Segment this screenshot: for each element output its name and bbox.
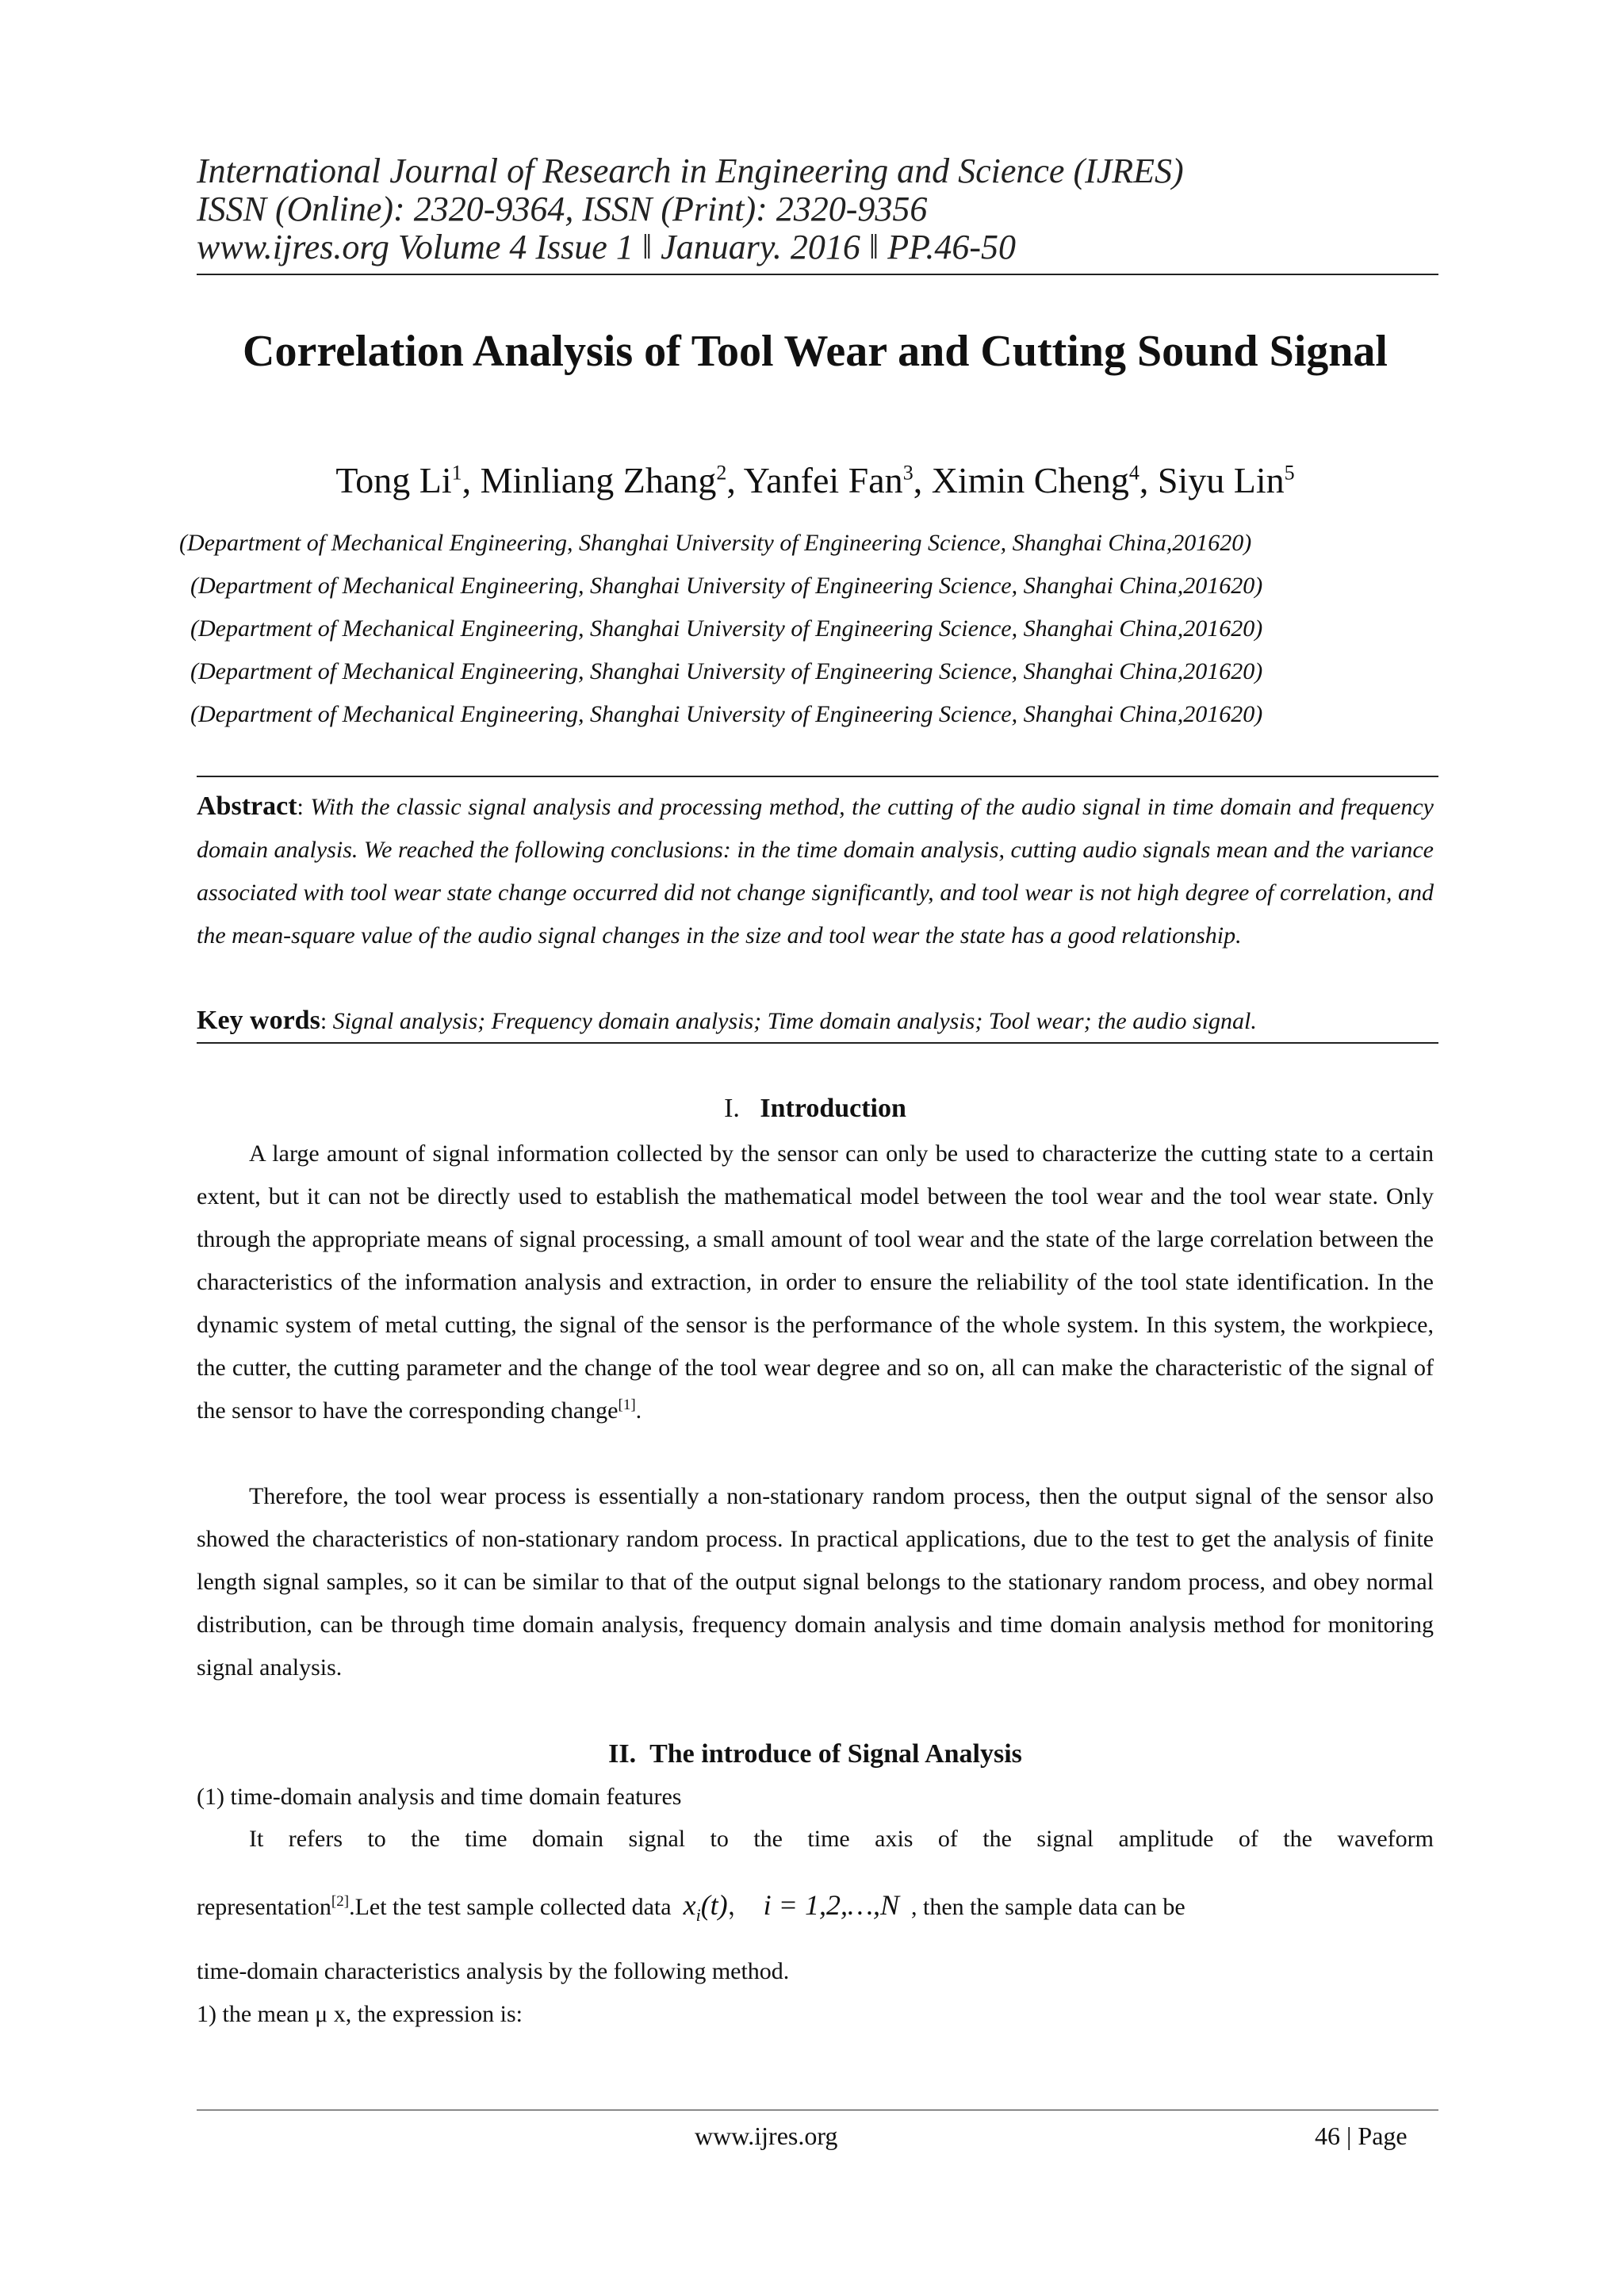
abstract-text: With the classic signal analysis and processing method, the cutting of the audio signal in time domain and frequency domain analysis. We reached the following conclusions: in the time domain analysis, cutting audio signals mean and the variance associated with tool wear state change occurred did not change significantly, and tool wear is not high degree of correlation, and the mean-square value of the audio signal changes in the size and tool wear the state has a good relationship. bbox=[197, 794, 1434, 949]
paragraph: A large amount of signal information collected by the sensor can only be used to characterize the cutting state to a certain extent, but it can not be directly used to establish the mathematical model between the tool wear and the tool wear state. Only through the appropriate means of signal processing, a small amount of tool wear and the state of the large correlation between the characteristics of the information analysis and extraction, in order to ensure the reliability of the tool state identification. In the dynamic system of metal cutting, the signal of the sensor is the performance of the whole system. In this system, the workpiece, the cutter, the cutting parameter and the change of the tool wear degree and so on, all can make the characteristic of the signal of the sensor to have the corresponding change[1]. bbox=[197, 1140, 1434, 1424]
journal-header bbox=[197, 152, 1434, 266]
journal-name: International Journal of Research in Engineering and Science (IJRES) bbox=[197, 151, 1184, 190]
header-rule bbox=[197, 274, 1438, 275]
paper-title: Correlation Analysis of Tool Wear and Cutting Sound Signal bbox=[243, 327, 1388, 376]
author-list bbox=[197, 457, 1434, 504]
journal-volume: www.ijres.org Volume 4 Issue 1 ǁ January. 2016 ǁ PP.46-50 bbox=[197, 228, 1017, 266]
citation: [1] bbox=[618, 1397, 636, 1413]
citation: [2] bbox=[331, 1893, 350, 1910]
page-number: 46 | Page bbox=[1315, 2122, 1408, 2150]
affiliation: (Department of Mechanical Engineering, Shanghai University of Engineering Science, Shanghai China,201620) bbox=[179, 530, 1252, 556]
author: Ximin Cheng$^4$, bbox=[931, 460, 1158, 500]
affiliation: (Department of Mechanical Engineering, Shanghai University of Engineering Science, Shanghai China,201620) bbox=[190, 615, 1263, 642]
author: Minliang Zhang$^2$, bbox=[480, 460, 744, 500]
subsection-heading: (1) time-domain analysis and time domain features bbox=[197, 1784, 682, 1810]
author: Siyu Lin$^5$ bbox=[1157, 460, 1295, 500]
abstract: Abstract: With the classic signal analysis and processing method, the cutting of the audio signal in time domain and frequency domain analysis. We reached the following conclusions: in the time domain analysis, cutting audio signals mean and the variance associated with tool wear state change occurred did not change significantly, and tool wear is not high degree of correlation, and the mean-square value of the audio signal changes in the size and tool wear the state has a good relationship. bbox=[197, 792, 1434, 949]
footer-url: www.ijres.org bbox=[695, 2122, 838, 2150]
author: Tong Li$^1$, bbox=[335, 460, 481, 500]
author: Yanfei Fan$^3$, bbox=[743, 460, 932, 500]
abstract-bottom-rule bbox=[197, 1042, 1438, 1044]
paragraph-line-with-math: representation[2].Let the test sample collected data $x_i(t)$， i = 1,2,…,N , then the sample data can be bbox=[197, 1889, 1185, 1926]
paragraph: Therefore, the tool wear process is essentially a non-stationary random process, then the output signal of the sensor also showed the characteristics of non-stationary random process. In practical applications, due to the test to get the analysis of finite length signal samples, so it can be similar to that of the output signal belongs to the stationary random process, and obey normal distribution, can be through time domain analysis, frequency domain analysis and time domain analysis method for monitoring signal analysis. bbox=[197, 1483, 1434, 1681]
paragraph-line: It refers to the time domain signal to the time axis of the signal amplitude of the waveform bbox=[249, 1826, 1434, 1852]
keywords-text: Signal analysis; Frequency domain analysis; Time domain analysis; Tool wear; the audio signal. bbox=[332, 1008, 1257, 1034]
journal-issn: ISSN (Online): 2320-9364, ISSN (Print): 2320-9356 bbox=[197, 190, 928, 228]
section-heading: I. Introduction bbox=[724, 1094, 906, 1123]
abstract-label: Abstract bbox=[197, 792, 297, 821]
affiliation: (Department of Mechanical Engineering, Shanghai University of Engineering Science, Shanghai China,201620) bbox=[190, 658, 1263, 684]
section-heading: II. The introduce of Signal Analysis bbox=[608, 1739, 1022, 1769]
affiliation: (Department of Mechanical Engineering, Shanghai University of Engineering Science, Shanghai China,201620) bbox=[190, 701, 1263, 727]
list-item: 1) the mean μ x, the expression is: bbox=[197, 2001, 523, 2027]
affiliation: (Department of Mechanical Engineering, Shanghai University of Engineering Science, Shanghai China,201620) bbox=[190, 573, 1263, 599]
abstract-top-rule bbox=[197, 776, 1438, 777]
math-expression: $x_i(t)$ bbox=[683, 1889, 728, 1926]
keywords-label: Key words bbox=[197, 1006, 320, 1035]
math-expression: i = 1,2,…,N bbox=[763, 1889, 899, 1921]
keywords: Key words: Signal analysis; Frequency domain analysis; Time domain analysis; Tool wear; the audio signal. bbox=[197, 1006, 1257, 1035]
paragraph-line: time-domain characteristics analysis by the following method. bbox=[197, 1958, 790, 1984]
